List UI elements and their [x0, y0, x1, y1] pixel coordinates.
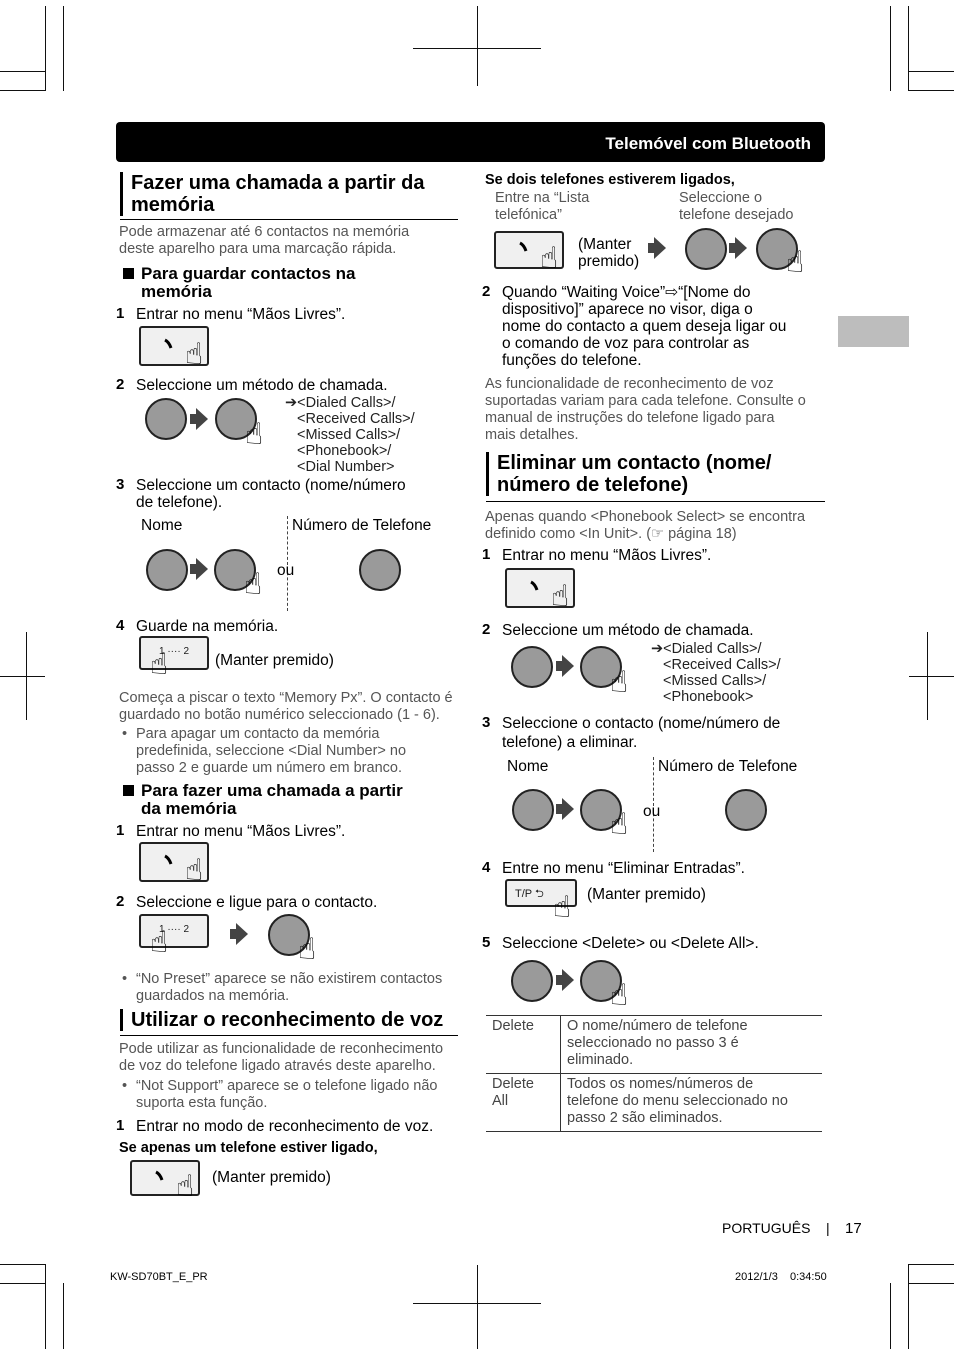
- step-text: Entrar no menu “Mãos Livres”.: [136, 306, 346, 323]
- call-method-options: [651, 641, 781, 705]
- step-number: 3: [116, 476, 125, 493]
- bullet-dot: •: [122, 726, 128, 742]
- step-text: Seleccione <Delete> ou <Delete All>.: [502, 935, 759, 952]
- step-text: Guarde na memória.: [136, 618, 279, 635]
- hand-pointer-icon: ☝: [540, 242, 559, 275]
- hand-pointer-icon: ☝: [610, 666, 629, 699]
- crop-mark: [0, 90, 45, 91]
- text-line: telefone do menu seleccionado no: [567, 1093, 788, 1109]
- hold-note: (Manter premido): [587, 886, 706, 903]
- option-item: <Received Calls>/: [663, 657, 781, 673]
- title-line: memória: [131, 194, 215, 216]
- text-line: Pode armazenar até 6 contactos na memória: [119, 224, 410, 240]
- title-line: Eliminar um contacto (nome/: [497, 452, 772, 474]
- text-line: telefone desejado: [679, 207, 794, 223]
- step-number: 2: [116, 893, 125, 910]
- note-text: [485, 376, 806, 444]
- text-line: “No Preset” aparece se não existirem contactos: [136, 971, 443, 987]
- arrow-right-icon: [654, 237, 666, 259]
- subsection-title-save-contacts: [141, 265, 355, 301]
- or-label: ou: [643, 803, 661, 820]
- text-line: passo 2 e guarde um número em branco.: [136, 760, 402, 776]
- bullet-text: [136, 726, 406, 777]
- option-item: <Missed Calls>/: [297, 427, 401, 443]
- text-line: Entre na “Lista: [495, 190, 590, 206]
- option-item: <Received Calls>/: [297, 411, 415, 427]
- text-line: manual de instruções do telefone ligado para: [485, 410, 775, 426]
- table-cell-desc: [561, 1016, 823, 1074]
- hand-pointer-icon: ☝: [150, 926, 169, 959]
- hold-note: [578, 236, 639, 270]
- option-item: <Phonebook>/: [297, 443, 392, 459]
- intro-text: [119, 224, 409, 258]
- crop-mark: [909, 90, 954, 91]
- text-line: “Not Support” aparece se o telefone ligado não: [136, 1078, 438, 1094]
- footer-time: 0:34:50: [790, 1271, 827, 1283]
- crop-mark: [908, 1264, 909, 1349]
- hand-pointer-icon: ☝: [176, 1170, 195, 1203]
- label-phone-number: Número de Telefone: [292, 517, 432, 534]
- control-dial-icon[interactable]: [145, 398, 187, 440]
- text-line: Pode utilizar as funcionalidade de reconhecimento: [119, 1041, 444, 1057]
- condition-label: Se apenas um telefone estiver ligado,: [119, 1140, 378, 1156]
- title-line: Para guardar contactos na: [141, 264, 356, 283]
- text-line: Delete: [492, 1076, 534, 1092]
- text-line: (Manter: [578, 236, 632, 253]
- title-line: Fazer uma chamada a partir da: [131, 172, 425, 194]
- control-dial-icon[interactable]: [725, 789, 767, 831]
- hand-pointer-icon: ☝: [150, 648, 169, 681]
- text-line: telefone) a eliminar.: [502, 734, 638, 751]
- instruction-select-phone: [679, 190, 794, 224]
- crop-mark: [63, 1283, 64, 1349]
- arrow-right-icon: [562, 798, 574, 820]
- crop-mark: [908, 6, 909, 91]
- step-number: 5: [482, 934, 491, 951]
- text-line: telefónica”: [495, 207, 562, 223]
- page-number: 17: [845, 1220, 862, 1237]
- step-number: 3: [482, 714, 491, 731]
- crop-mark: [909, 1283, 954, 1284]
- text-line: All: [492, 1093, 509, 1109]
- step-number: 1: [116, 1117, 125, 1134]
- language-tab-marker: [838, 316, 909, 347]
- text-line: O nome/número de telefone: [567, 1018, 748, 1034]
- hand-pointer-icon: ☝: [245, 418, 264, 451]
- text-line: de voz do telefone ligado através deste aparelho.: [119, 1058, 436, 1074]
- title-line: da memória: [141, 799, 237, 818]
- call-method-options: [285, 395, 415, 475]
- option-item: <Dial Number>: [297, 459, 395, 475]
- hold-note: (Manter premido): [215, 652, 334, 669]
- step-text: Seleccione um método de chamada.: [502, 622, 754, 639]
- footer-date: 2012/1/3: [735, 1271, 778, 1283]
- step-number: 1: [116, 822, 125, 839]
- option-item: <Phonebook>: [663, 689, 754, 705]
- text-line: guardados na memória.: [136, 988, 290, 1004]
- text-line: premido): [578, 253, 640, 270]
- step-text: Entrar no menu “Mãos Livres”.: [502, 547, 712, 564]
- footer-separator: |: [826, 1220, 830, 1236]
- text-line: As funcionalidade de reconhecimento de voz: [485, 376, 774, 392]
- text-line: Seleccione o contacto (nome/número de: [502, 715, 781, 732]
- option-item: ➔<Dialed Calls>/: [651, 641, 762, 657]
- text-line: Todos os nomes/números de: [567, 1076, 754, 1092]
- delete-options-table: [486, 1015, 822, 1132]
- subsection-marker: [123, 268, 134, 279]
- table-row: [486, 1016, 822, 1074]
- table-row: [486, 1074, 822, 1132]
- crop-mark: [26, 632, 27, 720]
- intro-text: [485, 509, 805, 543]
- text-line: Começa a piscar o texto “Memory Px”. O contacto é: [119, 690, 453, 706]
- bullet-dot: •: [122, 1078, 128, 1094]
- crop-mark: [909, 676, 954, 677]
- text-line: passo 2 são eliminados.: [567, 1110, 723, 1126]
- text-line: seleccionado no passo 3 é: [567, 1035, 739, 1051]
- control-dial-icon[interactable]: [685, 228, 727, 270]
- arrow-right-icon: [735, 237, 747, 259]
- step-number: 4: [116, 617, 125, 634]
- text-line: mais detalhes.: [485, 427, 579, 443]
- step-text: Entrar no modo de reconhecimento de voz.: [136, 1118, 434, 1135]
- step-text: [136, 477, 406, 511]
- text-line: Seleccione um contacto (nome/número: [136, 477, 406, 494]
- arrow-right-icon: [562, 969, 574, 991]
- option-item: ➔<Dialed Calls>/: [285, 395, 396, 411]
- table-cell-key: [486, 1016, 561, 1074]
- section-title-voice-recognition: Utilizar o reconhecimento de voz: [120, 1009, 443, 1031]
- section-header-title: Telemóvel com Bluetooth: [605, 134, 811, 153]
- text-line: Seleccione o: [679, 190, 763, 206]
- intro-text: [119, 1041, 443, 1075]
- bullet-text: [136, 971, 442, 1005]
- subsection-marker: [123, 785, 134, 796]
- crop-mark: [909, 71, 954, 72]
- step-text: Entre no menu “Eliminar Entradas”.: [502, 860, 745, 877]
- crop-mark: [909, 1264, 954, 1265]
- tp-back-button[interactable]: T/P ⮌: [505, 879, 577, 907]
- text-line: dispositivo]” aparece no visor, diga o: [502, 301, 753, 318]
- table-cell-key: [486, 1074, 561, 1132]
- control-dial-icon[interactable]: [359, 549, 401, 591]
- crop-mark: [890, 6, 891, 91]
- text-line: funções do telefone.: [502, 352, 642, 369]
- step-number: 2: [482, 621, 491, 638]
- hand-pointer-icon: ☝: [185, 338, 204, 371]
- arrow-right-icon: [562, 655, 574, 677]
- crop-mark: [0, 71, 45, 72]
- title-underline: [120, 219, 458, 220]
- hand-pointer-icon: ☝: [786, 246, 805, 279]
- hand-pointer-icon: ☝: [610, 979, 629, 1012]
- subsection-title-call-from-memory: [141, 782, 403, 818]
- text-line: o comando de voz para controlar as: [502, 335, 750, 352]
- control-dial-icon[interactable]: [511, 646, 553, 688]
- arrow-right-icon: [236, 923, 248, 945]
- hold-note: (Manter premido): [212, 1169, 331, 1186]
- control-dial-icon[interactable]: [512, 789, 554, 831]
- or-label: ou: [277, 562, 295, 579]
- step-text: [502, 284, 786, 369]
- crop-mark: [45, 1264, 46, 1349]
- crop-mark: [890, 1283, 891, 1349]
- text-line: deste aparelho para uma marcação rápida.: [119, 241, 397, 257]
- text-line: predefinida, seleccione <Dial Number> no: [136, 743, 407, 759]
- hand-pointer-icon: ☝: [185, 854, 204, 887]
- option-item: <Missed Calls>/: [663, 673, 767, 689]
- label-name: Nome: [141, 517, 183, 534]
- text-line: nome do contacto a quem deseja ligar ou: [502, 318, 787, 335]
- step-number: 2: [116, 376, 125, 393]
- label-name: Nome: [507, 758, 549, 775]
- title-underline: [486, 501, 825, 502]
- control-dial-icon[interactable]: [146, 549, 188, 591]
- title-line: número de telefone): [497, 474, 689, 496]
- instruction-enter-list: [495, 190, 589, 224]
- text-line: suportadas variam para cada telefone. Consulte o: [485, 393, 806, 409]
- crop-mark: [63, 6, 64, 91]
- step-number: 1: [116, 305, 125, 322]
- step-text: Seleccione um método de chamada.: [136, 377, 388, 394]
- footer-filename: KW-SD70BT_E_PR: [110, 1271, 208, 1283]
- crop-mark: [0, 1283, 45, 1284]
- step-text: Seleccione e ligue para o contacto.: [136, 894, 378, 911]
- control-dial-icon[interactable]: [511, 960, 553, 1002]
- text-line: definido como <In Unit>. (☞ página 18): [485, 526, 737, 542]
- crop-mark: [477, 1265, 478, 1349]
- crop-mark: [477, 6, 478, 86]
- preset-button[interactable]: 1 ···· 2: [139, 914, 209, 948]
- section-title-call-from-memory: [120, 172, 424, 216]
- bullet-dot: •: [122, 971, 128, 987]
- table-cell-desc: [561, 1074, 823, 1132]
- title-line: memória: [141, 282, 212, 301]
- arrow-right-icon: [196, 408, 208, 430]
- step-number: 2: [482, 283, 491, 300]
- step-text: Entrar no menu “Mãos Livres”.: [136, 823, 346, 840]
- text-line: eliminado.: [567, 1052, 634, 1068]
- title-line: Para fazer uma chamada a partir: [141, 781, 403, 800]
- crop-mark: [0, 1264, 45, 1265]
- hand-pointer-icon: ☝: [298, 933, 317, 966]
- step-number: 1: [482, 546, 491, 563]
- step-number: 4: [482, 859, 491, 876]
- text-line: guardado no botão numérico seleccionado (1 - 6).: [119, 707, 440, 723]
- section-title-delete-contact: [486, 452, 771, 496]
- crop-mark: [45, 6, 46, 91]
- crop-mark: [927, 632, 928, 720]
- step-text: [502, 715, 780, 751]
- text-line: Quando “Waiting Voice”⇨“[Nome do: [502, 284, 751, 301]
- section-header-bar: [116, 122, 825, 162]
- note-text: [119, 690, 453, 724]
- text-line: suporta esta função.: [136, 1095, 268, 1111]
- preset-button[interactable]: 1 ···· 2: [139, 636, 209, 670]
- condition-label: Se dois telefones estiverem ligados,: [485, 172, 735, 188]
- hand-pointer-icon: ☝: [551, 580, 570, 613]
- arrow-right-icon: [196, 558, 208, 580]
- label-phone-number: Número de Telefone: [658, 758, 798, 775]
- hand-pointer-icon: ☝: [244, 568, 263, 601]
- hand-pointer-icon: ☝: [553, 891, 572, 924]
- text-line: de telefone).: [136, 494, 223, 511]
- hand-pointer-icon: ☝: [610, 808, 629, 841]
- title-underline: [120, 1035, 458, 1036]
- text-line: Delete: [492, 1018, 534, 1034]
- bullet-text: [136, 1078, 437, 1112]
- crop-mark: [0, 676, 45, 677]
- text-line: Apenas quando <Phonebook Select> se encontra: [485, 509, 806, 525]
- text-line: Para apagar um contacto da memória: [136, 726, 380, 742]
- footer-language: PORTUGUÊS: [722, 1220, 811, 1236]
